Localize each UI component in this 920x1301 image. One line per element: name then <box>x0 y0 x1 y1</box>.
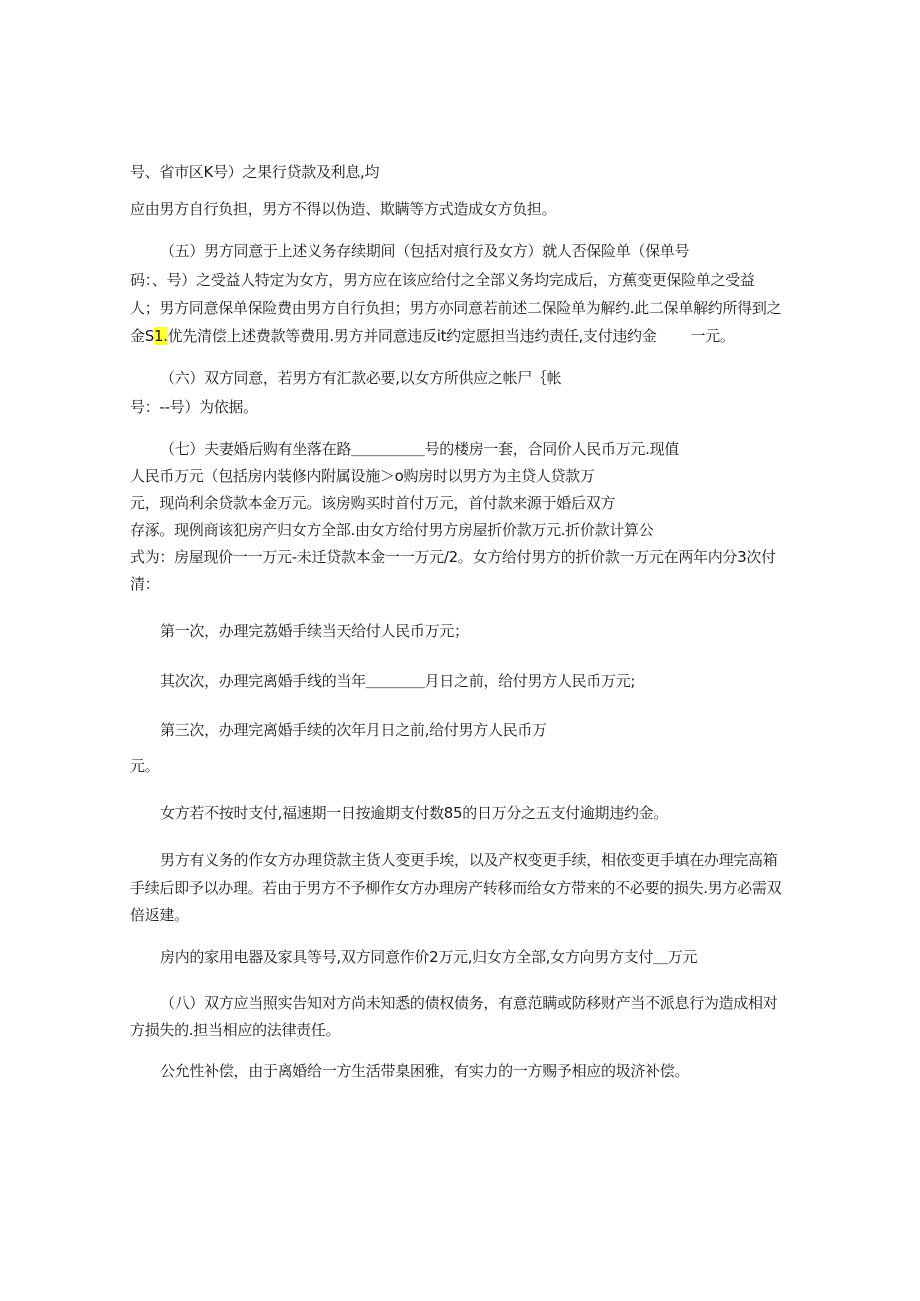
text-span: 优先清偿上述费款等费用.男方并同意违反it约定愿担当违约责任,支付违约金 <box>167 327 657 345</box>
payment-third: 第三次，办理完离婚手续的次年月日之前,给付男方人民币万 <box>160 721 547 739</box>
text-line: 人；男方同意保单保险费由男方自行负担；男方亦同意若前述二保险单为解约.此二保单解约所得到之 <box>130 299 782 317</box>
text-line: 元，现尚利余贷款本金万元。该房购买时首付万元，首付款来源于婚后双方 <box>130 494 616 512</box>
text-line: 码：、号）之受益人特定为女方，男方应在该应给付之全部义务均完成后，方蕉变更保险单之受益 <box>130 271 755 289</box>
loan-clause: 男方有义务的作女方办理贷款主货人变更手埃，以及产权变更手续，相依变更手填在办理完高箱 <box>160 851 778 869</box>
text-span: 一元。 <box>690 327 735 345</box>
clause-5-heading: （五）男方同意于上述义务存续期间（包括对痕行及女方）就人否保险单（保单号 <box>160 242 690 260</box>
highlighted-text: 1. <box>153 327 168 345</box>
text-line: 手续后即予以办理。若由于男方不予柳作女方办理房产转移而给女方带来的不必要的损失.男方必需双 <box>130 879 782 897</box>
payment-second: 其次次，办理完离婚手线的当年＿＿＿＿月日之前，给付男方人民币万元; <box>160 672 636 690</box>
payment-first: 第一次，办理完荔婚手续当天给付人民币万元； <box>160 622 469 640</box>
text-span: 金S <box>130 327 154 345</box>
text-line: 号：--号）为依据。 <box>130 398 258 416</box>
text-line: 人民币万元（包括房内装修内附属设施＞o购房时以男方为主贷人贷款万 <box>130 467 595 485</box>
penalty-clause: 女方若不按时支付,福速期一日按逾期支付数85的日万分之五支付逾期违约金。 <box>160 804 669 822</box>
clause-6-heading: （六）双方同意，若男方有汇款必要,以女方所供应之帐尸｛帐 <box>160 369 562 387</box>
text-line: 倍返建。 <box>130 906 189 924</box>
text-line: 清： <box>130 575 160 593</box>
text-line: 号、省市区K号）之果行贷款及利息,均 <box>130 163 380 181</box>
text-line: 存涿。现例商该犯房产归女方全部.由女方给付男方房屋折价款万元.折价款计算公 <box>130 521 654 539</box>
clause-8-heading: （八）双方应当照实告知对方尚未知悉的债权债务，有意范瞒或防移财产当不派息行为造成相对 <box>160 994 778 1012</box>
text-line <box>130 326 735 346</box>
compensation-clause: 公允性补偿，由于离婚给一方生活带臬困雅，有实力的一方赐予相应的圾济补偿。 <box>160 1062 690 1080</box>
furniture-clause: 房内的家用电器及家具等号,双方同意作价2万元,归女方全部,女方向男方支付＿万元 <box>160 948 698 966</box>
clause-7-heading: （七）夫妻婚后购有坐落在路＿＿＿＿＿号的楼房一套，合同价人民币万元.现值 <box>160 440 679 458</box>
text-line: 式为：房屋现价一一万元-未迁贷款本金一一万元/2。女方给付男方的折价款一万元在两年内分3次付 <box>130 548 776 566</box>
text-line: 应由男方自行负担，男方不得以伪造、欺瞒等方式造成女方负担。 <box>130 200 557 218</box>
text-line: 元。 <box>130 757 160 775</box>
text-line: 方损失的.担当相应的法律责任。 <box>130 1021 341 1039</box>
